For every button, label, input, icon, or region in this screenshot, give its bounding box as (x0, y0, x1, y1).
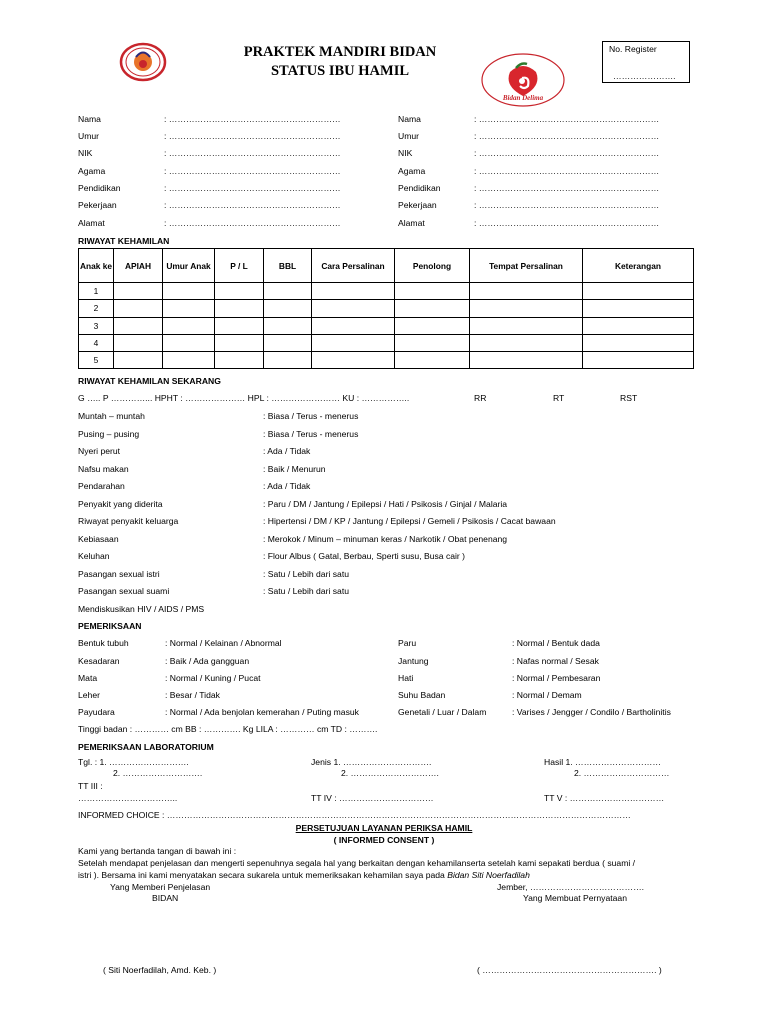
exam-left-label: Kesadaran (78, 656, 120, 666)
explainer-label: Yang Memberi Penjelasan (110, 882, 211, 892)
current-pregnancy-heading: RIWAYAT KEHAMILAN SEKARANG (78, 376, 221, 386)
history-cell[interactable] (163, 334, 215, 351)
exam-heading: PEMERIKSAAN (78, 621, 142, 631)
history-col-header: Anak ke (79, 249, 114, 283)
exam-right-label: Jantung (398, 656, 429, 666)
history-cell[interactable] (264, 317, 312, 334)
current-item-label: Keluhan (78, 551, 110, 561)
consent-title: PERSETUJUAN LAYANAN PERIKSA HAMIL (295, 823, 473, 833)
history-cell[interactable] (215, 352, 264, 369)
exam-left-label: Bentuk tubuh (78, 638, 129, 648)
history-row-number: 2 (79, 300, 114, 317)
left-field-label: NIK (78, 148, 93, 158)
rr-label[interactable]: RR (474, 393, 487, 403)
left-field-input[interactable]: : …………………………………………………… (164, 200, 341, 210)
exam-left-options[interactable]: : Normal / Kelainan / Abnormal (165, 638, 282, 648)
lab-jenis-1[interactable]: Jenis 1. …………………………. (311, 757, 432, 767)
history-cell[interactable] (163, 352, 215, 369)
history-heading: RIWAYAT KEHAMILAN (78, 236, 170, 246)
current-item-label: Pasangan sexual istri (78, 568, 160, 579)
current-item-options[interactable]: : Baik / Menurun (263, 463, 326, 474)
history-row-number: 3 (79, 317, 114, 334)
right-field-label: Agama (398, 166, 426, 176)
left-field-label: Nama (78, 114, 101, 124)
left-field-label: Umur (78, 131, 100, 141)
left-field-label: Alamat (78, 218, 105, 228)
exam-left-options[interactable]: : Normal / Kuning / Pucat (165, 673, 261, 683)
clinic-logo (119, 42, 167, 82)
current-item-label: Penyakit yang diderita (78, 498, 163, 509)
form-title-line2: STATUS IBU HAMIL (270, 63, 410, 79)
consent-line-2: Setelah mendapat penjelasan dan mengerti sepenuhnya segala hal yang berkaitan dengan kehamilanserta setelah kami sepakati berdua ( suami / (78, 858, 636, 868)
rt-label[interactable]: RT (553, 393, 565, 403)
logo-caption: Bidan Delima (502, 94, 544, 102)
current-item-label: Nafsu makan (78, 463, 129, 474)
right-field-label: Umur (398, 131, 420, 141)
history-cell[interactable] (395, 352, 470, 369)
history-cell[interactable] (264, 334, 312, 351)
history-cell[interactable] (583, 317, 694, 334)
lab-jenis-2[interactable]: 2. …………………………. (341, 768, 439, 778)
history-cell[interactable] (395, 317, 470, 334)
left-field-input[interactable]: : …………………………………………………… (164, 148, 341, 158)
history-cell[interactable] (312, 300, 395, 317)
register-value[interactable]: …………………. (613, 71, 676, 81)
register-label: No. Register (609, 44, 657, 54)
history-cell[interactable] (215, 317, 264, 334)
lab-tgl-2[interactable]: 2. ………………………. (113, 768, 203, 778)
history-cell[interactable] (215, 300, 264, 317)
left-field-input[interactable]: : …………………………………………………… (164, 131, 341, 141)
right-field-input[interactable]: : ……………………………………………………… (474, 131, 660, 141)
lab-hasil-2[interactable]: 2. ………………………… (574, 768, 670, 778)
history-cell[interactable] (264, 283, 312, 300)
left-field-label: Pekerjaan (78, 200, 117, 210)
current-item-label: Pendarahan (78, 481, 125, 491)
place-date-field[interactable]: Jember, …………………………………. (497, 882, 645, 892)
consent-subtitle: ( INFORMED CONSENT ) (333, 835, 435, 845)
right-field-input[interactable]: : ……………………………………………………… (474, 218, 660, 228)
exam-left-label: Leher (78, 690, 100, 700)
left-field-input[interactable]: : …………………………………………………… (164, 166, 341, 176)
current-item-label: Riwayat penyakit keluarga (78, 516, 179, 526)
exam-left-label: Mata (78, 673, 98, 683)
informed-choice-field[interactable]: INFORMED CHOICE : ……………………………………………………………………………………………………………………………………………… (78, 810, 631, 820)
current-item-label: Pusing – pusing (78, 428, 140, 439)
history-cell[interactable] (114, 352, 163, 369)
current-item-label: Mendiskusikan HIV / AIDS / PMS (78, 603, 205, 614)
history-row-number: 1 (79, 283, 114, 300)
history-row-number: 4 (79, 334, 114, 351)
history-cell[interactable] (163, 317, 215, 334)
history-cell[interactable] (114, 283, 163, 300)
right-field-input[interactable]: : ……………………………………………………… (474, 183, 660, 193)
history-cell[interactable] (395, 300, 470, 317)
history-col-header: P / L (215, 249, 264, 283)
current-item-label: Nyeri perut (78, 446, 121, 456)
history-cell[interactable] (215, 334, 264, 351)
right-field-input[interactable]: : ……………………………………………………… (474, 200, 660, 210)
history-cell[interactable] (583, 283, 694, 300)
patient-signature-field[interactable]: ( ……………………………………………………. ) (477, 965, 662, 975)
history-cell[interactable] (470, 334, 583, 351)
tt3-label: TT III : (78, 781, 103, 791)
exam-right-label: Hati (398, 673, 414, 683)
history-cell[interactable] (312, 317, 395, 334)
tt5-field[interactable]: TT V : …………………………… (544, 793, 665, 803)
history-cell[interactable] (312, 334, 395, 351)
right-field-label: Pekerjaan (398, 200, 437, 210)
current-item-options[interactable]: : Flour Albus ( Gatal, Berbau, Sperti susu, Busa cair ) (263, 551, 466, 561)
lab-heading: PEMERIKSAAN LABORATORIUM (78, 742, 214, 752)
current-item-options[interactable]: : Ada / Tidak (263, 481, 311, 491)
right-field-input[interactable]: : ……………………………………………………… (474, 166, 660, 176)
left-field-input[interactable]: : …………………………………………………… (164, 218, 341, 228)
current-item-options[interactable]: : Biasa / Terus - menerus (263, 428, 359, 439)
gp-hpht-hpl-ku-line[interactable]: G ….. P …………... HPHT : ………………… HPL : …………………… KU : …………….. (78, 393, 410, 403)
current-item-options[interactable]: : Ada / Tidak (263, 446, 311, 456)
exam-right-label: Suhu Badan (398, 690, 446, 700)
consent-line-1: Kami yang bertanda tangan di bawah ini : (78, 846, 237, 856)
right-field-input[interactable]: : ……………………………………………………… (474, 114, 660, 124)
history-col-header: Keterangan (583, 249, 694, 283)
left-field-label: Pendidikan (78, 183, 121, 193)
history-cell[interactable] (395, 334, 470, 351)
history-row (79, 352, 694, 369)
exam-left-options[interactable]: : Baik / Ada gangguan (165, 656, 250, 666)
right-field-label: NIK (398, 148, 413, 158)
exam-left-label: Payudara (78, 707, 115, 717)
history-row (79, 300, 694, 317)
history-row (79, 334, 694, 351)
measurements-line[interactable]: Tinggi badan : ………… cm BB : …………. Kg LILA : ………… cm TD : ………. (78, 724, 378, 734)
history-col-header: Penolong (395, 249, 470, 283)
exam-right-options[interactable]: : Varises / Jengger / Condilo / Bartholinitis (512, 707, 671, 717)
history-cell[interactable] (470, 283, 583, 300)
history-cell[interactable] (163, 300, 215, 317)
consent-line-3 (78, 870, 530, 880)
current-item-options[interactable]: : Merokok / Minum – minuman keras / Narkotik / Obat penenang (263, 533, 508, 544)
exam-right-options[interactable]: : Normal / Bentuk dada (512, 638, 600, 648)
exam-right-options[interactable]: : Normal / Pembesaran (512, 673, 601, 683)
lab-hasil-1[interactable]: Hasil 1. ………………………… (544, 757, 661, 767)
current-item-label: Pasangan sexual suami (78, 586, 170, 596)
history-cell[interactable] (583, 300, 694, 317)
current-item-label: Muntah – muntah (78, 411, 145, 421)
history-col-header: Tempat Persalinan (470, 249, 583, 283)
history-row-number: 5 (79, 352, 114, 369)
history-cell[interactable] (470, 352, 583, 369)
history-cell[interactable] (583, 334, 694, 351)
exam-right-label: Genetali / Luar / Dalam (398, 707, 487, 717)
right-field-label: Pendidikan (398, 183, 441, 193)
bidan-label: BIDAN (152, 893, 179, 903)
current-item-options[interactable]: : Paru / DM / Jantung / Epilepsi / Hati / Psikosis / Ginjal / Malaria (263, 498, 508, 509)
current-item-label: Kebiasaan (78, 533, 119, 544)
exam-right-options[interactable]: : Normal / Demam (512, 690, 582, 700)
right-field-label: Alamat (398, 218, 425, 228)
history-col-header: APIAH (114, 249, 163, 283)
history-cell[interactable] (215, 283, 264, 300)
history-cell[interactable] (312, 352, 395, 369)
lab-tgl-1[interactable]: Tgl. : 1. ………………………. (78, 757, 189, 767)
history-cell[interactable] (163, 283, 215, 300)
pregnancy-history-table (78, 248, 694, 369)
history-cell[interactable] (470, 300, 583, 317)
history-col-header: Umur Anak (163, 249, 215, 283)
midwife-signature: ( Siti Noerfadilah, Amd. Keb. ) (103, 965, 217, 975)
history-cell[interactable] (470, 317, 583, 334)
form-title-line1: PRAKTEK MANDIRI BIDAN (243, 44, 437, 60)
right-field-label: Nama (398, 114, 421, 124)
history-cell[interactable] (312, 283, 395, 300)
left-field-input[interactable]: : …………………………………………………… (164, 183, 341, 193)
declarant-label: Yang Membuat Pernyataan (523, 893, 627, 903)
history-row (79, 283, 694, 300)
current-item-options[interactable]: : Satu / Lebih dari satu (263, 586, 349, 596)
history-cell[interactable] (114, 334, 163, 351)
tt3-field[interactable]: …………………………….. (78, 793, 178, 803)
exam-right-label: Paru (398, 638, 417, 648)
right-field-input[interactable]: : ……………………………………………………… (474, 148, 660, 158)
left-field-input[interactable]: : …………………………………………………… (164, 114, 341, 124)
left-field-label: Agama (78, 166, 106, 176)
history-cell[interactable] (114, 317, 163, 334)
current-item-options[interactable]: : Hipertensi / DM / KP / Jantung / Epilepsi / Gemeli / Psikosis / Cacat bawaan (263, 516, 556, 526)
current-item-options[interactable]: : Biasa / Terus - menerus (263, 411, 359, 421)
consent-line-3-text: istri ). Bersama ini kami menyatakan secara sukarela untuk memeriksakan kehamilan saya pada (78, 870, 448, 880)
history-cell[interactable] (395, 283, 470, 300)
history-cell[interactable] (114, 300, 163, 317)
rst-label[interactable]: RST (620, 393, 638, 403)
exam-left-options[interactable]: : Besar / Tidak (165, 690, 220, 700)
history-cell[interactable] (264, 352, 312, 369)
current-item-options[interactable]: : Satu / Lebih dari satu (263, 568, 349, 579)
exam-right-options[interactable]: : Nafas normal / Sesak (512, 656, 599, 666)
history-col-header: BBL (264, 249, 312, 283)
exam-left-options[interactable]: : Normal / Ada benjolan kemerahan / Puting masuk (165, 707, 359, 717)
history-col-header: Cara Persalinan (312, 249, 395, 283)
history-cell[interactable] (583, 352, 694, 369)
history-row (79, 317, 694, 334)
midwife-name-italic: Bidan Siti Noerfadilah (447, 870, 530, 880)
history-cell[interactable] (264, 300, 312, 317)
tt4-field[interactable]: TT IV : …………………………… (311, 793, 434, 803)
